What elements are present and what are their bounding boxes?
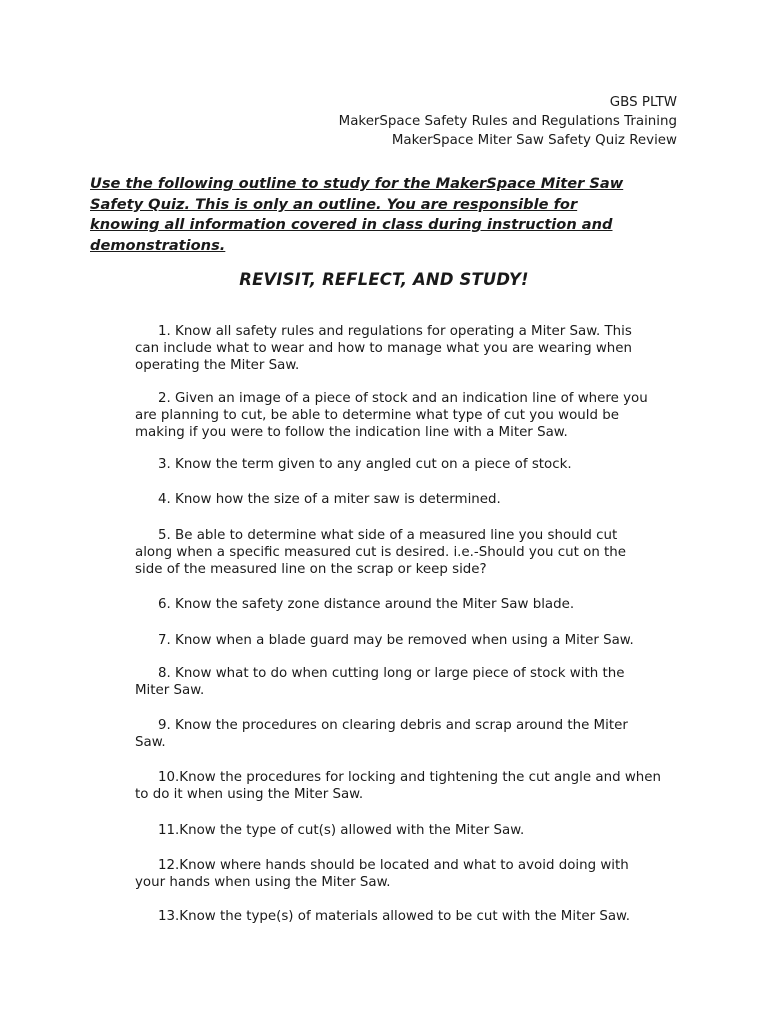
document-header: [339, 93, 677, 150]
outline-item-line: 8. Know what to do when cutting long or large piece of stock with the: [158, 666, 625, 681]
outline-item-line: to do it when using the Miter Saw.: [135, 787, 364, 802]
outline-item-line: can include what to wear and how to manage what you are wearing when: [135, 341, 633, 356]
intro-line: Use the following outline to study for the MakerSpace Miter Saw: [90, 175, 624, 192]
outline-item-11: [135, 822, 695, 839]
outline-item-13: [135, 908, 695, 925]
header-school: GBS PLTW: [609, 95, 677, 110]
outline-item-line: 10.Know the procedures for locking and tightening the cut angle and when: [158, 770, 661, 785]
outline-item-line: 5. Be able to determine what side of a measured line you should cut: [158, 528, 618, 543]
outline-item-line: operating the Miter Saw.: [135, 358, 300, 373]
intro-line: demonstrations.: [90, 236, 226, 254]
outline-item-9: [135, 717, 695, 751]
outline-item-2: [135, 390, 695, 441]
outline-item-7: [135, 632, 695, 649]
intro-line: Safety Quiz. This is only an outline. You are responsible for: [90, 195, 578, 213]
outline-item-line: 2. Given an image of a piece of stock and an indication line of where you: [158, 391, 648, 406]
outline-item-line: side of the measured line on the scrap or keep side?: [135, 562, 487, 577]
outline-item-10: [135, 769, 695, 803]
outline-item-12: [135, 857, 695, 891]
outline-item-line: 7. Know when a blade guard may be removed when using a Miter Saw.: [158, 633, 634, 648]
outline-item-line: making if you were to follow the indication line with a Miter Saw.: [135, 425, 568, 440]
outline-item-1: [135, 323, 695, 374]
outline-item-6: [135, 596, 695, 613]
outline-item-5: [135, 527, 695, 578]
outline-item-line: are planning to cut, be able to determine what type of cut you would be: [135, 408, 619, 423]
outline-item-line: 11.Know the type of cut(s) allowed with the Miter Saw.: [158, 823, 525, 838]
outline-item-line: 1. Know all safety rules and regulations for operating a Miter Saw. This: [158, 324, 632, 339]
outline-item-line: along when a specific measured cut is desired. i.e.-Should you cut on the: [135, 545, 627, 560]
outline-item-line: 12.Know where hands should be located and what to avoid doing with: [158, 858, 629, 873]
outline-item-line: 13.Know the type(s) of materials allowed to be cut with the Miter Saw.: [158, 909, 631, 924]
outline-item-line: your hands when using the Miter Saw.: [135, 875, 391, 890]
outline-item-line: Saw.: [135, 735, 166, 750]
outline-item-3: [135, 456, 695, 473]
intro-line: knowing all information covered in class during instruction and: [90, 216, 613, 234]
outline-item-line: 6. Know the safety zone distance around the Miter Saw blade.: [158, 597, 575, 612]
outline-item-line: 9. Know the procedures on clearing debris and scrap around the Miter: [158, 718, 628, 733]
outline-item-line: 4. Know how the size of a miter saw is determined.: [158, 492, 501, 507]
header-course: MakerSpace Safety Rules and Regulations Training: [338, 114, 677, 129]
intro-paragraph: [90, 174, 650, 256]
outline-item-line: 3. Know the term given to any angled cut on a piece of stock.: [158, 457, 572, 472]
outline-item-4: [135, 491, 695, 508]
outline-item-line: Miter Saw.: [135, 683, 205, 698]
header-document-title: MakerSpace Miter Saw Safety Quiz Review: [391, 133, 677, 148]
outline-item-8: [135, 665, 695, 699]
section-heading: REVISIT, REFLECT, AND STUDY!: [239, 270, 529, 289]
